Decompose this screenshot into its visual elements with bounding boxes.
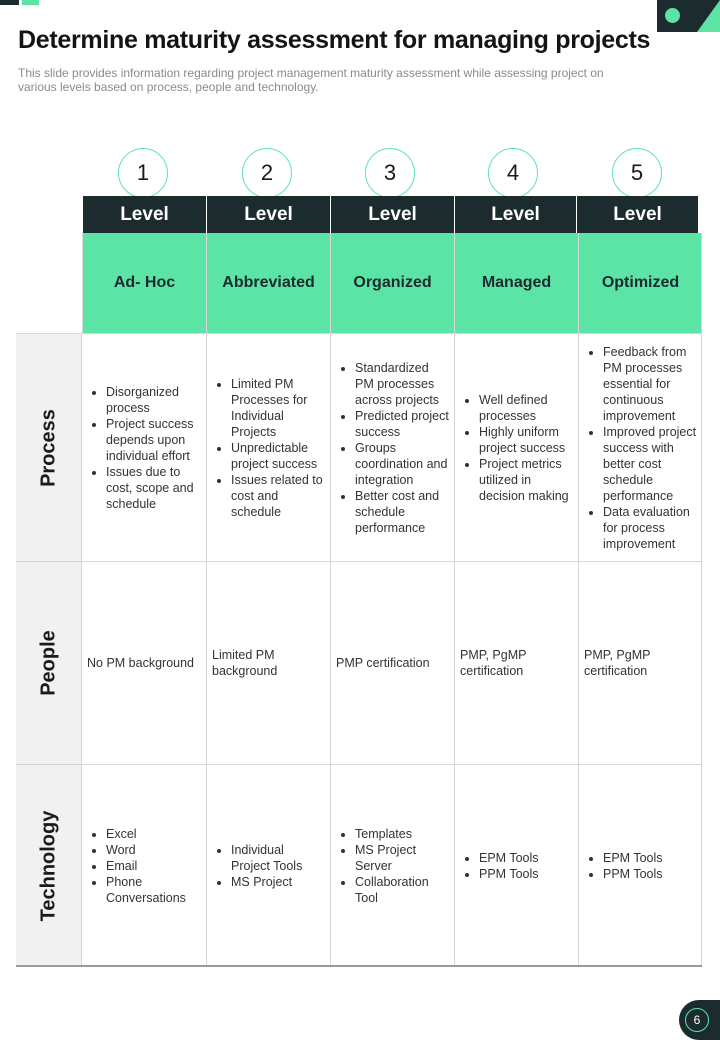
list-item: • Individual Project Tools xyxy=(231,842,326,874)
list-item: • Issues related to cost and schedule xyxy=(231,472,326,520)
list-item: • PPM Tools xyxy=(479,866,539,882)
brand-logo-icon xyxy=(657,0,720,32)
list-item: • Project metrics utilized in decision making xyxy=(479,456,574,504)
process-cell-level-3 xyxy=(330,333,454,561)
cell-text: Limited PM background xyxy=(212,648,278,678)
list-item: • MS Project Server xyxy=(355,842,450,874)
list-item: • Word xyxy=(106,842,202,858)
cell-text: No PM background xyxy=(87,656,195,670)
list-item: • Email xyxy=(106,858,202,874)
list-item: • Issues due to cost, scope and schedule xyxy=(106,464,202,512)
level-4-badge: 4 xyxy=(488,148,538,198)
list-item: • PPM Tools xyxy=(603,866,663,882)
list-item: • Highly uniform project success xyxy=(479,424,574,456)
corner-decoration-dark xyxy=(0,0,19,5)
level-3-header: Level xyxy=(330,196,454,233)
level-3-name: Organized xyxy=(330,233,454,333)
list-item: • Well defined processes xyxy=(479,392,574,424)
list-item: • Better cost and schedule performance xyxy=(355,488,450,536)
row-label-people xyxy=(16,561,81,764)
list-item: • Limited PM Processes for Individual Projects xyxy=(231,376,326,440)
technology-cell-level-4 xyxy=(454,764,578,966)
list-item: • Phone Conversations xyxy=(106,874,202,906)
list-item: • Collaboration Tool xyxy=(355,874,450,906)
technology-cell-level-5 xyxy=(578,764,702,966)
list-item: • Improved project success with better cost schedule performance xyxy=(603,424,698,504)
people-cell-level-1 xyxy=(81,561,206,764)
slide-title: Determine maturity assessment for managing projects xyxy=(18,26,651,54)
list-item: • MS Project xyxy=(231,874,326,890)
list-item: • Disorganized process xyxy=(106,384,202,416)
people-cell-level-4 xyxy=(454,561,578,764)
level-4-header: Level xyxy=(454,196,576,233)
level-1-badge: 1 xyxy=(118,148,168,198)
level-5-header: Level xyxy=(576,196,698,233)
process-cell-level-1 xyxy=(81,333,206,561)
cell-text: PMP certification xyxy=(336,656,430,670)
level-2-header: Level xyxy=(206,196,330,233)
row-label-text: People xyxy=(37,630,59,696)
page-number-tab xyxy=(679,1000,720,1040)
row-label-text: Process xyxy=(37,408,59,487)
people-cell-level-2 xyxy=(206,561,330,764)
level-4-name: Managed xyxy=(454,233,578,333)
technology-cell-level-1 xyxy=(81,764,206,966)
technology-cell-level-3 xyxy=(330,764,454,966)
list-item: • Excel xyxy=(106,826,202,842)
level-2-badge: 2 xyxy=(242,148,292,198)
cell-text: PMP, PgMP certification xyxy=(584,648,651,678)
level-1-name: Ad- Hoc xyxy=(82,233,206,333)
process-cell-level-4 xyxy=(454,333,578,561)
list-item: • Unpredictable project success xyxy=(231,440,326,472)
people-cell-level-3 xyxy=(330,561,454,764)
slide-subtitle: This slide provides information regarding project management maturity assessment while assessing project on various levels based on process, people and technology. xyxy=(18,66,604,94)
list-item: • Feedback from PM processes essential for continuous improvement xyxy=(603,344,698,424)
people-cell-level-5 xyxy=(578,561,702,764)
level-5-badge: 5 xyxy=(612,148,662,198)
table-right-border xyxy=(701,233,702,966)
list-item: • Groups coordination and integration xyxy=(355,440,450,488)
list-item: • Standardized PM processes across projects xyxy=(355,360,450,408)
list-item: • EPM Tools xyxy=(479,850,539,866)
level-5-name: Optimized xyxy=(578,233,702,333)
list-item: • Data evaluation for process improvement xyxy=(603,504,698,552)
corner-decoration-green xyxy=(22,0,39,5)
process-cell-level-2 xyxy=(206,333,330,561)
level-2-name: Abbreviated xyxy=(206,233,330,333)
page-number: 6 xyxy=(685,1008,709,1032)
row-label-technology xyxy=(16,764,81,966)
list-item: • EPM Tools xyxy=(603,850,663,866)
cell-text: PMP, PgMP certification xyxy=(460,648,527,678)
row-label-process xyxy=(16,333,81,561)
row-label-text: Technology xyxy=(37,810,59,921)
table-bottom-border xyxy=(16,965,702,967)
process-cell-level-5 xyxy=(578,333,702,561)
level-3-badge: 3 xyxy=(365,148,415,198)
list-item: • Templates xyxy=(355,826,450,842)
technology-cell-level-2 xyxy=(206,764,330,966)
list-item: • Project success depends upon individual effort xyxy=(106,416,202,464)
level-1-header: Level xyxy=(82,196,206,233)
list-item: • Predicted project success xyxy=(355,408,450,440)
